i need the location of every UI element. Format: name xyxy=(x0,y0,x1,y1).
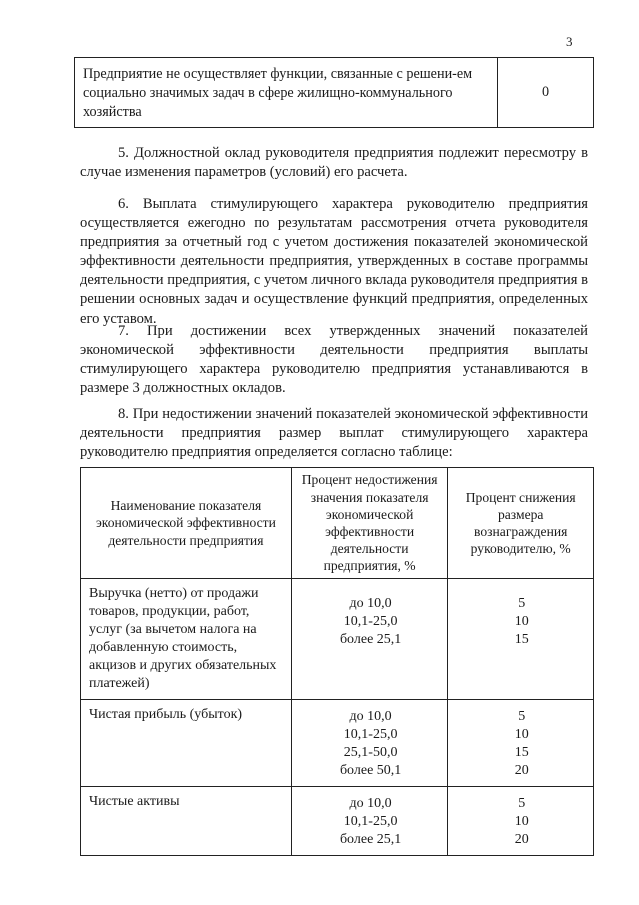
paragraph-text: При достижении всех утвержденных значений показателей экономической эффективности деятельности предприятия выплаты стимулирующего характера руководителю предприятия устанавливаются в размере 3 должностных окладов. xyxy=(80,323,588,397)
column-header-reduction: Процент снижения размера вознаграждения руководителю, % xyxy=(448,468,594,579)
paragraph-number: 8. xyxy=(118,406,129,422)
column-header-indicator: Наименование показателя экономической эффективности деятельности предприятия xyxy=(81,468,292,579)
column-header-shortfall: Процент недостижения значения показателя экономической эффективности деятельности предприятия, % xyxy=(291,468,448,579)
reduction-percents xyxy=(448,700,594,787)
paragraph-text: При недостижении значений показателей экономической эффективности деятельности предприятия размер выплат стимулирующего характера руководителю предприятия определяется согласно таблице: xyxy=(80,406,588,461)
reduction-percents xyxy=(448,579,594,700)
paragraph-number: 6. xyxy=(118,196,129,212)
indicator-name: Чистые активы xyxy=(81,787,292,856)
table-cell-description: Предприятие не осуществляет функции, связанные с решени-ем социально значимых задач в сфере жилищно-коммунального хозяйства xyxy=(75,58,498,128)
range-value: до 10,0 xyxy=(349,796,392,811)
paragraph-number: 5. xyxy=(118,145,129,161)
range-value: 10,1-25,0 xyxy=(343,614,398,629)
table-row xyxy=(81,579,594,700)
table-header-row xyxy=(81,468,594,579)
range-value: до 10,0 xyxy=(349,596,392,611)
indicator-name: Чистая прибыль (убыток) xyxy=(81,700,292,787)
table-row xyxy=(81,700,594,787)
paragraph-number: 7. xyxy=(118,323,129,339)
shortfall-ranges xyxy=(291,787,448,856)
percent-value: 5 xyxy=(518,596,526,611)
paragraph-7 xyxy=(80,322,588,398)
paragraph-text: Должностной оклад руководителя предприятия подлежит пересмотру в случае изменения параметров (условий) его расчета. xyxy=(80,145,588,181)
indicators-table xyxy=(80,467,594,856)
range-value: до 10,0 xyxy=(349,709,392,724)
table-cell-value: 0 xyxy=(498,58,594,128)
range-value: 10,1-25,0 xyxy=(343,814,398,829)
percent-value: 10 xyxy=(514,814,529,829)
page-number: 3 xyxy=(566,34,573,49)
paragraph-8 xyxy=(80,405,588,462)
paragraph-text: Выплата стимулирующего характера руководителю предприятия осуществляется ежегодно по результатам рассмотрения отчета руководителя предприятия за отчетный год с учетом достижения показателей экономической эффективности деятельности предприятия, утвержденных в составе программы деятельности предприятия, с учетом личного вклада руководителя предприятия в решении основных задач и осуществление функций предприятия, определенных его уставом. xyxy=(80,196,588,327)
percent-value: 15 xyxy=(514,745,529,760)
indicator-name: Выручка (нетто) от продажи товаров, продукции, работ, услуг (за вычетом налога на добавленную стоимость, акцизов и других обязательных платежей) xyxy=(81,579,292,700)
shortfall-ranges xyxy=(291,579,448,700)
range-value: более 50,1 xyxy=(339,763,402,778)
range-value: более 25,1 xyxy=(339,632,402,647)
percent-value: 15 xyxy=(514,632,529,647)
percent-value: 5 xyxy=(518,796,526,811)
shortfall-ranges xyxy=(291,700,448,787)
paragraph-5 xyxy=(80,144,588,182)
range-value: более 25,1 xyxy=(339,832,402,847)
percent-value: 10 xyxy=(514,614,529,629)
range-value: 25,1-50,0 xyxy=(343,745,398,760)
table-row xyxy=(81,787,594,856)
percent-value: 20 xyxy=(514,832,529,847)
table-row xyxy=(75,58,594,128)
reduction-percents xyxy=(448,787,594,856)
percent-value: 10 xyxy=(514,727,529,742)
range-value: 10,1-25,0 xyxy=(343,727,398,742)
summary-table xyxy=(74,57,594,128)
percent-value: 20 xyxy=(514,763,529,778)
paragraph-6 xyxy=(80,195,588,329)
percent-value: 5 xyxy=(518,709,526,724)
